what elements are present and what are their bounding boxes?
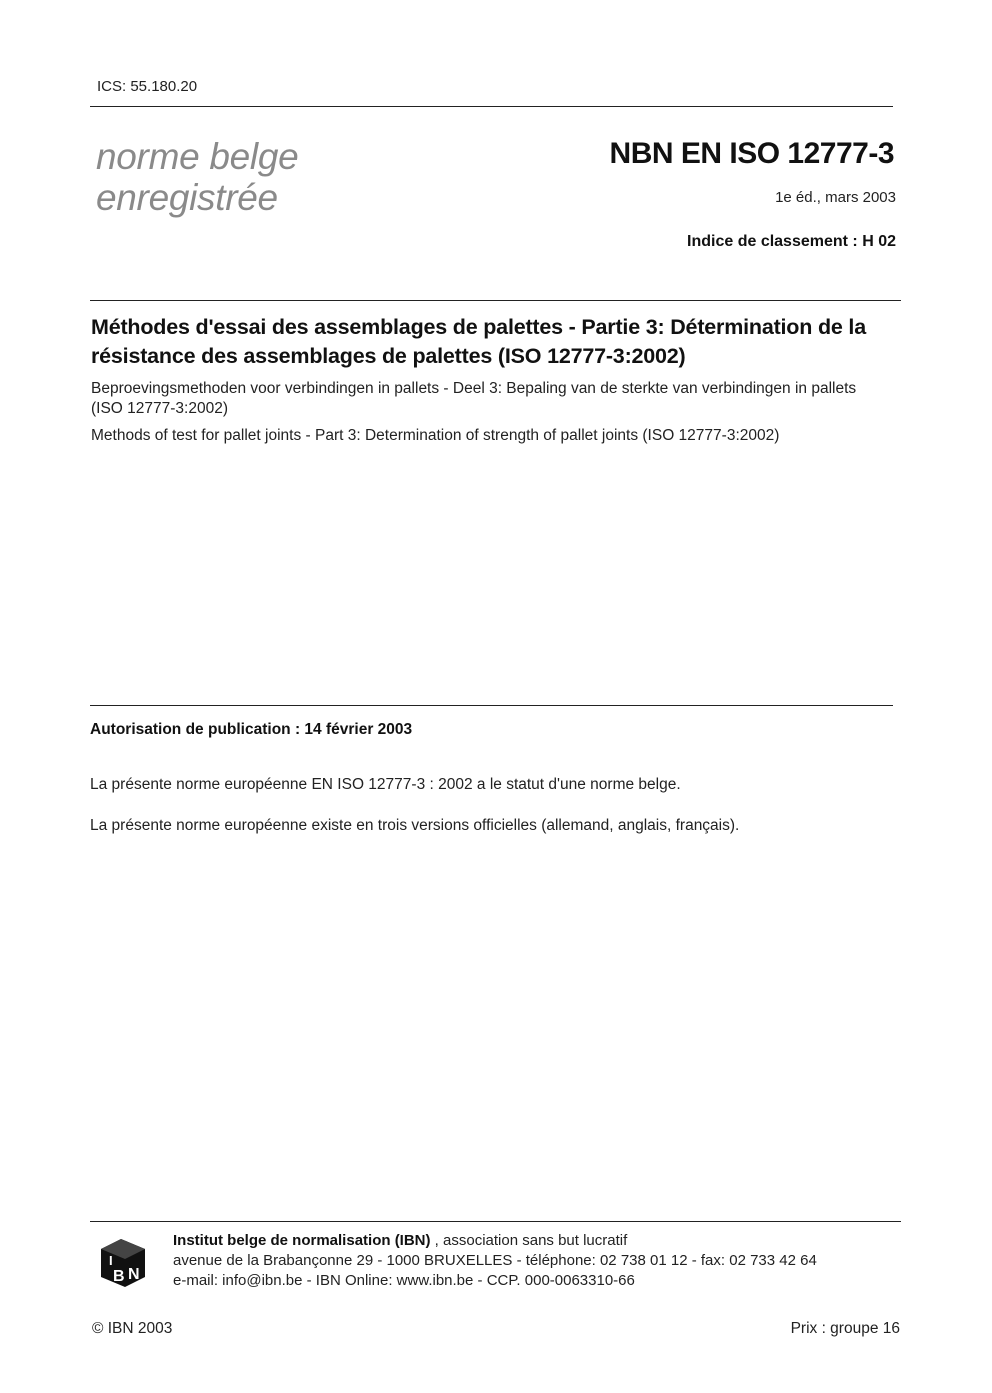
title-dutch: Beproevingsmethoden voor verbindingen in pallets - Deel 3: Bepaling van de sterkte van verbindingen in pallets (ISO 12777-3:2002) — [91, 380, 857, 417]
brand-line-2: enregistrée — [96, 177, 278, 218]
header-rule — [90, 106, 893, 107]
ibn-logo — [95, 1235, 151, 1291]
status-paragraph: La présente norme européenne EN ISO 12777-3 : 2002 a le statut d'une norme belge. — [90, 776, 681, 793]
publication-authorization: Autorisation de publication : 14 février 2003 — [90, 721, 413, 738]
edition-date: 1e éd., mars 2003 — [775, 189, 896, 206]
brand-title — [96, 136, 298, 218]
institute-info — [173, 1231, 817, 1291]
ics-code: ICS: 55.180.20 — [97, 78, 198, 95]
versions-paragraph: La présente norme européenne existe en trois versions officielles (allemand, anglais, français). — [90, 817, 740, 834]
institute-address: avenue de la Brabançonne 29 - 1000 BRUXELLES - téléphone: 02 738 01 12 - fax: 02 733 42 64 — [173, 1252, 817, 1269]
institute-name: Institut belge de normalisation (IBN) — [173, 1232, 431, 1249]
brand-line-1: norme belge — [96, 136, 299, 177]
footer-rule — [90, 1221, 901, 1222]
price-group: Prix : groupe 16 — [790, 1320, 900, 1337]
institute-line — [173, 1231, 817, 1251]
logo-letter-n: N — [128, 1266, 140, 1283]
title-rule — [90, 300, 901, 301]
body-rule — [90, 705, 893, 706]
title-english: Methods of test for pallet joints - Part 3: Determination of strength of pallet joints (ISO 12777-3:2002) — [91, 427, 780, 444]
logo-letter-i: I — [109, 1253, 113, 1268]
copyright: © IBN 2003 — [92, 1320, 173, 1337]
institute-contact: e-mail: info@ibn.be - IBN Online: www.ibn.be - CCP. 000-0063310-66 — [173, 1272, 635, 1289]
classification-index: Indice de classement : H 02 — [687, 233, 896, 250]
logo-letter-b: B — [113, 1268, 125, 1285]
title-french: Méthodes d'essai des assemblages de palettes - Partie 3: Détermination de la résistance des assemblages de palettes (ISO 12777-3:2002) — [91, 315, 866, 368]
institute-suffix: , association sans but lucratif — [430, 1232, 628, 1249]
standard-number: NBN EN ISO 12777-3 — [609, 137, 894, 170]
